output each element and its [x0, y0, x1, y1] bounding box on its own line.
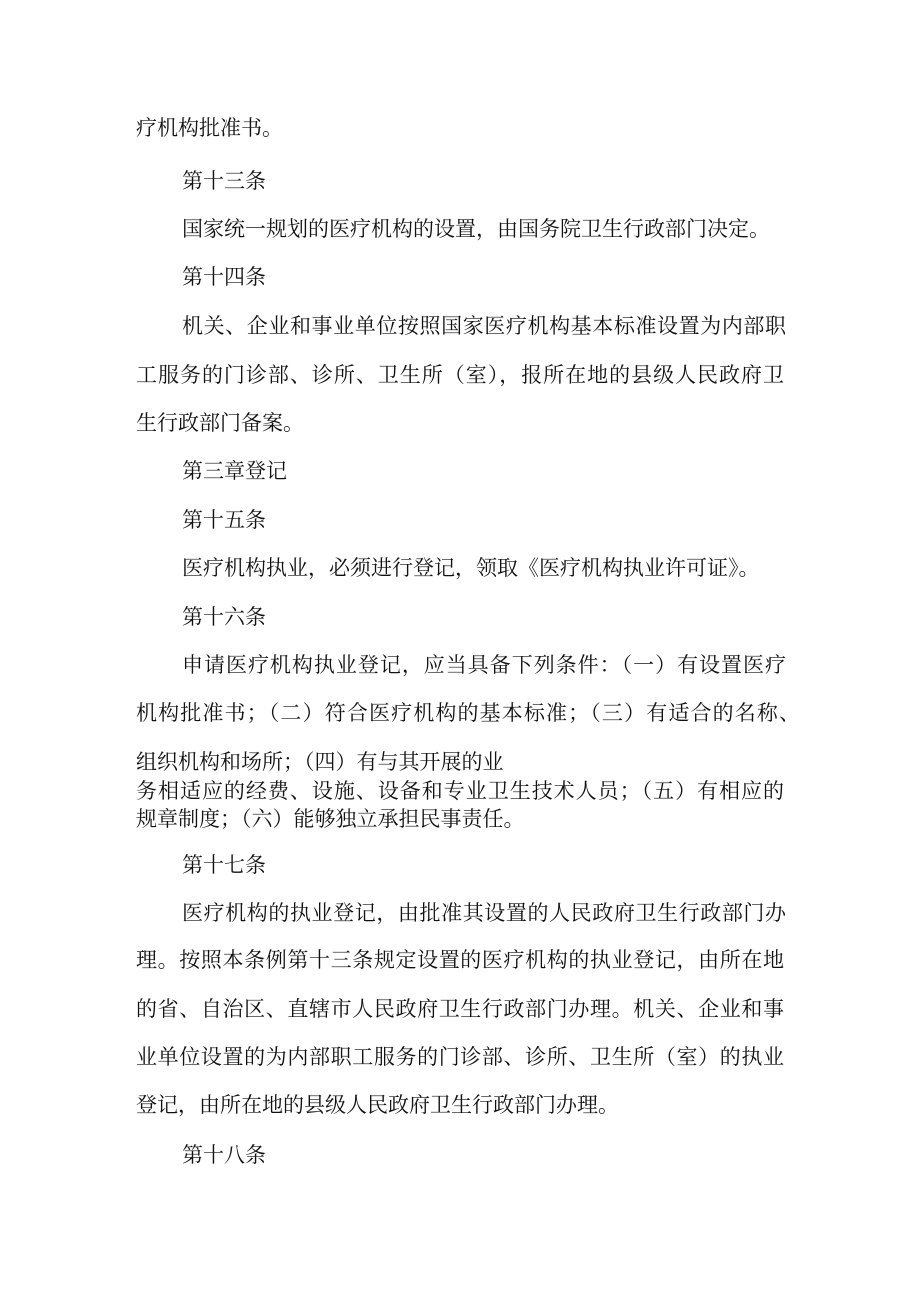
text-line: 的省、自治区、直辖市人民政府卫生行政部门办理。机关、企业和事 [136, 997, 784, 1021]
article-heading: 第十五条 [182, 508, 266, 532]
article-heading: 第十三条 [182, 169, 266, 193]
text-line: 登记，由所在地的县级人民政府卫生行政部门办理。 [136, 1093, 619, 1117]
text-line: 组织机构和场所；（四）有与其开展的业 [136, 750, 504, 774]
text-line: 医疗机构执业，必须进行登记，领取《医疗机构执业许可证》。 [182, 556, 760, 580]
text-line: 国家统一规划的医疗机构的设置，由国务院卫生行政部门决定。 [182, 217, 770, 241]
text-line: 规章制度；（六）能够独立承担民事责任。 [136, 807, 525, 831]
text-line: 生行政部门备案。 [136, 411, 304, 435]
text-line: 务相适应的经费、设施、设备和专业卫生技术人员；（五）有相应的 [136, 779, 784, 803]
text-line: 工服务的门诊部、诊所、卫生所（室），报所在地的县级人民政府卫 [136, 363, 784, 387]
text-line: 机关、企业和事业单位按照国家医疗机构基本标准设置为内部职 [182, 314, 786, 338]
article-heading: 第十四条 [182, 265, 266, 289]
chapter-heading: 第三章登记 [182, 459, 287, 483]
text-line: 疗机构批准书。 [136, 116, 283, 140]
article-heading: 第十八条 [182, 1143, 266, 1167]
text-line: 业单位设置的为内部职工服务的门诊部、诊所、卫生所（室）的执业 [136, 1045, 784, 1069]
article-heading: 第十七条 [182, 853, 266, 877]
text-line: 理。按照本条例第十三条规定设置的医疗机构的执业登记，由所在地 [136, 948, 784, 972]
article-heading: 第十六条 [182, 605, 266, 629]
text-line: 申请医疗机构执业登记，应当具备下列条件：（一）有设置医疗 [182, 653, 786, 677]
text-line: 机构批准书；（二）符合医疗机构的基本标准；（三）有适合的名称、 [136, 701, 800, 725]
text-line: 医疗机构的执业登记，由批准其设置的人民政府卫生行政部门办 [182, 901, 786, 925]
